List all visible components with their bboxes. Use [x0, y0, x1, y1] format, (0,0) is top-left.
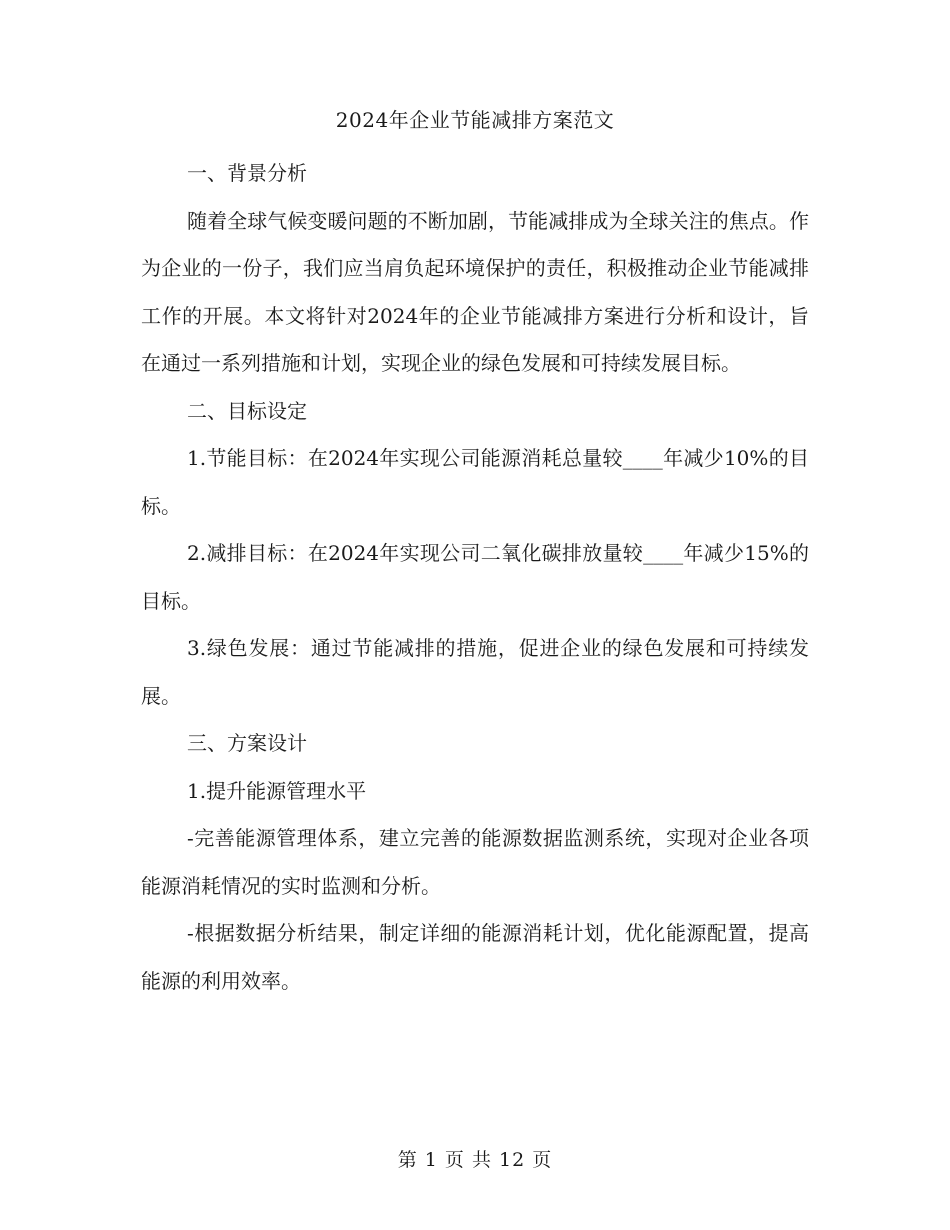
- goal-green-development: 3.绿色发展：通过节能减排的措施，促进企业的绿色发展和可持续发展。: [141, 636, 809, 708]
- paragraph-background: 随着全球气候变暖问题的不断加剧，节能减排成为全球关注的焦点。作为企业的一份子，我们应当肩负起环境保护的责任，积极推动企业节能减排工作的开展。本文将针对2024年的企业节能减排方案进行分析和设计，旨在通过一系列措施和计划，实现企业的绿色发展和可持续发展目标。: [141, 208, 809, 375]
- goal-emission-reduction: 2.减排目标：在2024年实现公司二氧化碳排放量较____年减少15%的目标。: [141, 541, 809, 613]
- subheading-energy-management: 1.提升能源管理水平: [187, 778, 367, 803]
- section-heading-plan: 三、方案设计: [187, 731, 307, 755]
- bullet-energy-system: -完善能源管理体系，建立完善的能源数据监测系统，实现对企业各项能源消耗情况的实时监测和分析。: [141, 826, 809, 898]
- page-number-footer: 第 1 页 共 12 页: [397, 1149, 553, 1171]
- goal-energy-saving: 1.节能目标：在2024年实现公司能源消耗总量较____年减少10%的目标。: [141, 446, 809, 518]
- section-heading-background: 一、背景分析: [187, 161, 307, 185]
- document-body: [141, 150, 809, 1005]
- document-title: 2024年企业节能减排方案范文: [335, 108, 615, 132]
- section-heading-goals: 二、目标设定: [187, 398, 307, 423]
- bullet-energy-plan: -根据数据分析结果，制定详细的能源消耗计划，优化能源配置，提高能源的利用效率。: [141, 921, 809, 993]
